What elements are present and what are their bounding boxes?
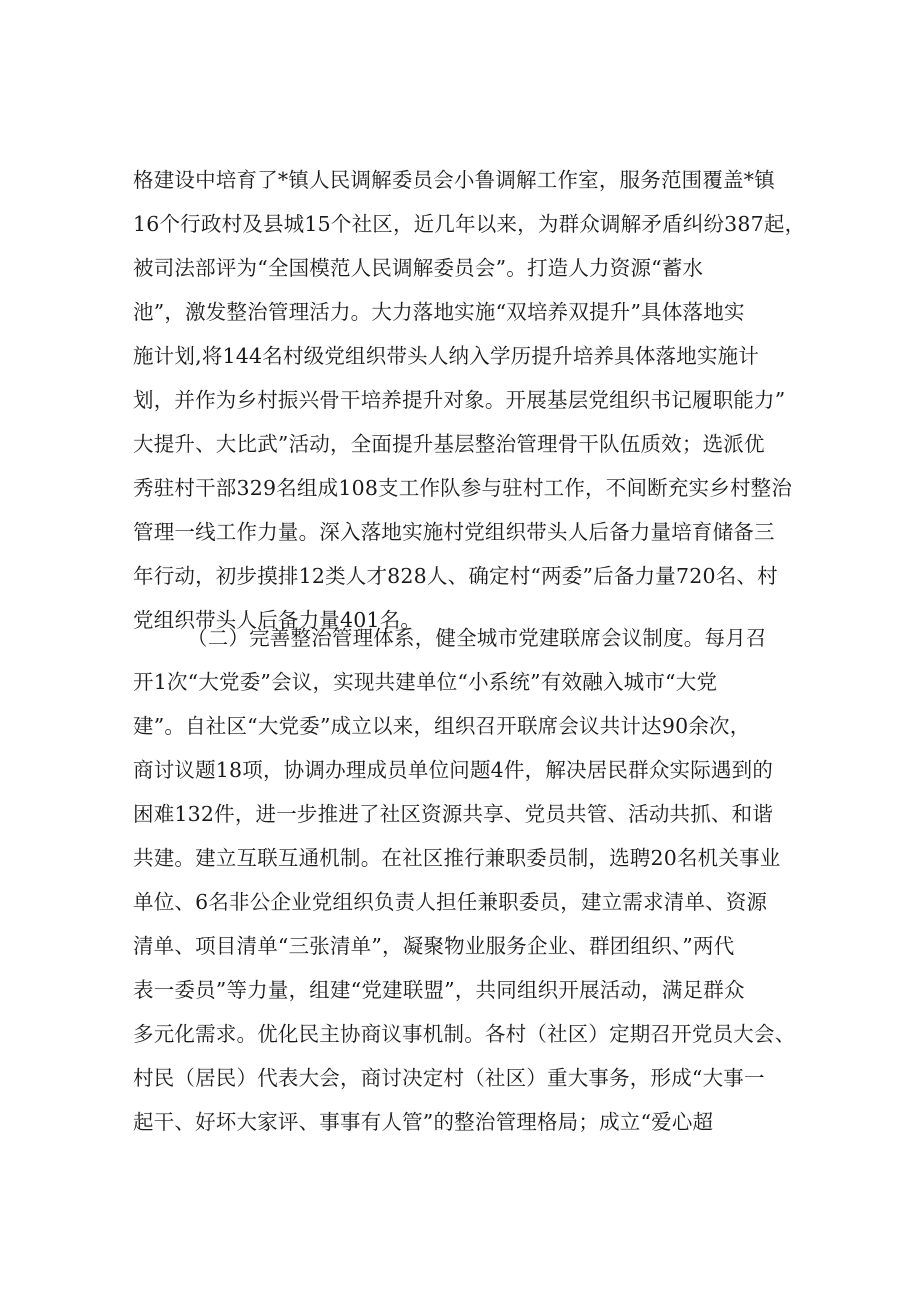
- text-line: 划，并作为乡村振兴骨干培养提升对象。开展基层党组织书记履职能力”: [133, 388, 786, 412]
- text-line: 多元化需求。优化民主协商议事机制。各村（社区）定期召开党员大会、: [133, 1022, 796, 1046]
- text-line: 秀驻村干部329名组成108支工作队参与驻村工作，不间断充实乡村整治: [133, 476, 793, 500]
- text-line: 村民（居民）代表大会，商讨决定村（社区）重大事务，形成“大事一: [133, 1066, 765, 1090]
- text-line: 起干、好坏大家评、事事有人管”的整治管理格局；成立“爱心超: [133, 1110, 714, 1134]
- text-line: 清单、项目清单“三张清单”，凝聚物业服务企业、群团组织、”两代: [133, 934, 735, 958]
- text-line: 16个行政村及县城15个社区，近几年以来，为群众调解矛盾纠纷387起，: [133, 212, 806, 236]
- text-line: 建”。自社区“大党委”成立以来，组织召开联席会议共计达90余次，: [133, 714, 751, 738]
- text-line: 施计划,将144名村级党组织带头人纳入学历提升培养具体落地实施计: [133, 344, 760, 368]
- text-line: 格建设中培育了*镇人民调解委员会小鲁调解工作室，服务范围覆盖*镇: [133, 168, 775, 192]
- text-line: 商讨议题18项，协调办理成员单位问题4件，解决居民群众实际遇到的: [133, 758, 774, 782]
- text-line-indented: （二）完善整治管理体系，健全城市党建联席会议制度。每月召: [187, 626, 767, 650]
- text-line: 开1次“大党委”会议，实现共建单位“小系统”有效融入城市“大党: [133, 670, 718, 694]
- text-line: 困难132件，进一步推进了社区资源共享、党员共管、活动共抓、和谐: [133, 802, 774, 826]
- text-line: 池”，激发整治管理活力。大力落地实施“双培养双提升”具体落地实: [133, 300, 745, 324]
- text-line: 表一委员”等力量，组建“党建联盟”，共同组织开展活动，满足群众: [133, 978, 745, 1002]
- text-line: 年行动，初步摸排12类人才828人、确定村“两委”后备力量720名、村: [133, 564, 778, 588]
- text-line: 共建。建立互联互通机制。在社区推行兼职委员制，选聘20名机关事业: [133, 846, 781, 870]
- text-line: 单位、6名非公企业党组织负责人担任兼职委员，建立需求清单、资源: [133, 890, 768, 914]
- text-line: 管理一线工作力量。深入落地实施村党组织带头人后备力量培育储备三: [133, 520, 775, 544]
- text-line: 党组织带头人后备力量401名。: [133, 608, 422, 632]
- text-line: 被司法部评为“全国模范人民调解委员会”。打造人力资源“蓄水: [133, 256, 704, 280]
- text-line: 大提升、大比武”活动，全面提升基层整治管理骨干队伍质效；选派优: [133, 432, 765, 456]
